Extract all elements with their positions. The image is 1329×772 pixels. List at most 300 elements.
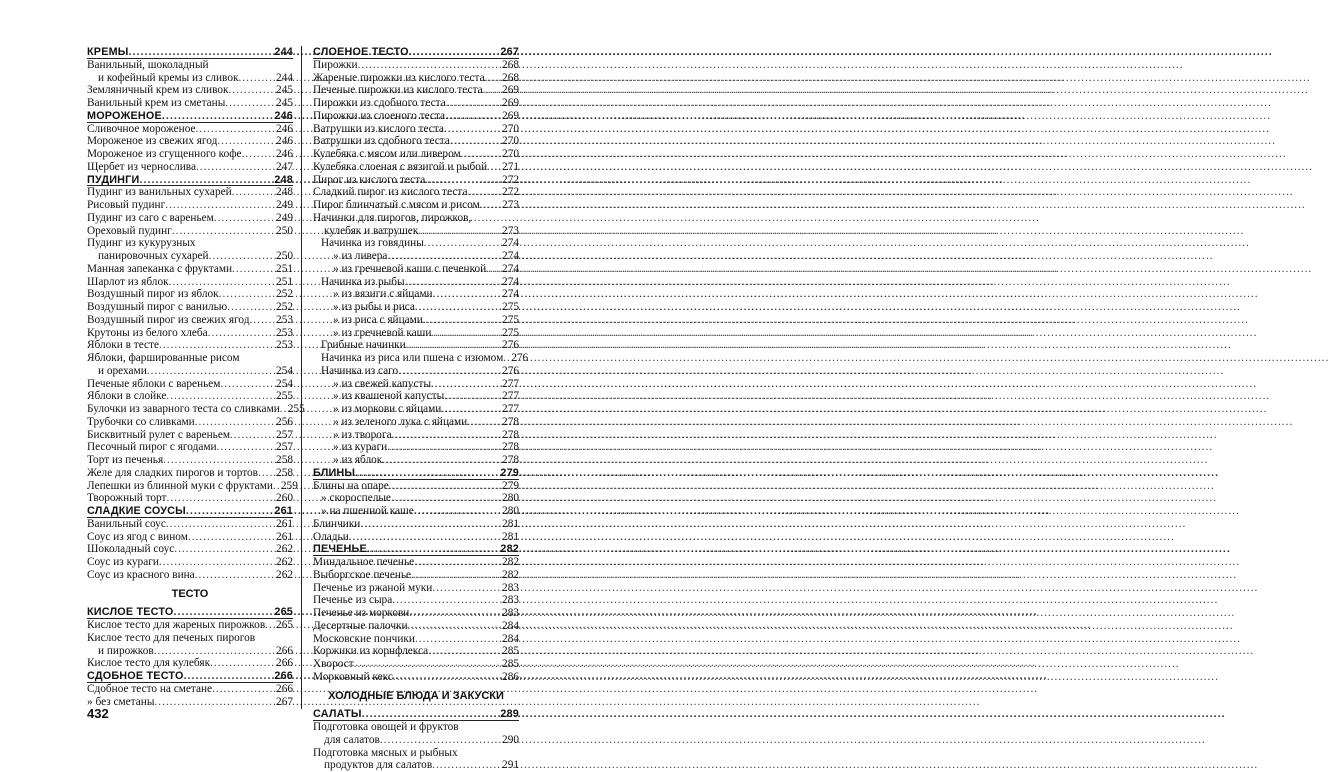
toc-page-number: 246 [276, 135, 293, 148]
toc-entry [87, 645, 293, 658]
dot-leader [242, 148, 274, 161]
toc-page-number: 277 [502, 390, 519, 403]
toc-entry-title: » из вязиги с яйцами [333, 288, 433, 301]
toc-section-heading [87, 46, 293, 59]
toc-page-number: 285 [502, 658, 519, 670]
dot-leader [225, 97, 274, 110]
toc-entry [313, 416, 519, 429]
toc-entry-title: Коржики из корнфлекса [313, 645, 429, 658]
toc-entry [87, 403, 305, 416]
toc-entry [313, 135, 519, 148]
toc-page-number: 258 [276, 454, 293, 466]
toc-page-number: 250 [276, 250, 293, 262]
toc-page-number: 254 [276, 364, 293, 377]
toc-entry [87, 327, 293, 340]
toc-entry [87, 429, 293, 442]
toc-entry [87, 479, 298, 493]
toc-entry-title: панировочных сухарей [98, 250, 209, 262]
toc-entry [313, 314, 519, 327]
toc-entry-title: Пирог блинчатый с мясом и рисом [313, 199, 480, 211]
dot-leader [418, 225, 500, 238]
toc-page-number: 279 [502, 479, 519, 492]
toc-page-number: 290 [502, 733, 519, 746]
toc-entry [313, 161, 519, 174]
toc-page-number: 282 [500, 543, 519, 556]
toc-entry [313, 454, 519, 467]
toc-page-number: 284 [502, 632, 519, 645]
dot-leader [444, 390, 500, 403]
dot-leader [391, 492, 500, 505]
dot-leader [487, 161, 500, 174]
toc-entry [313, 84, 519, 97]
dot-leader [227, 301, 274, 314]
toc-page-number: 268 [502, 71, 519, 84]
toc-page-number: 278 [502, 415, 519, 428]
dot-leader [423, 314, 500, 327]
toc-page-number: 271 [502, 160, 519, 173]
toc-entry-title: » из гречневой каши с печенкой [333, 262, 487, 275]
toc-entry-title: Лепешки из блинной муки с фруктами [87, 479, 273, 492]
toc-entry [313, 747, 519, 760]
toc-page-number: 278 [502, 441, 519, 454]
dot-leader [441, 403, 500, 416]
toc-section-heading [313, 543, 519, 556]
toc-page-number: 280 [502, 505, 519, 517]
toc-entry [313, 378, 519, 391]
toc-entry-title: Подготовка овощей и фруктов [313, 721, 459, 733]
dot-leader [446, 97, 500, 110]
toc-entry-title: Желе для сладких пирогов и тортов [87, 466, 258, 479]
toc-entry [313, 174, 519, 187]
toc-page-number: 269 [502, 97, 519, 109]
dot-leader [169, 276, 274, 289]
toc-entry [87, 441, 293, 454]
toc-entry [313, 110, 519, 123]
dot-leader [232, 186, 274, 199]
toc-page-number: 266 [276, 682, 293, 695]
toc-entry-title: » скороспелые [321, 492, 391, 505]
toc-entry-title: Пирог из кислого теста [313, 173, 426, 186]
dot-leader [445, 110, 500, 123]
dot-leader [414, 556, 500, 569]
dot-leader [367, 543, 498, 556]
toc-entry-title: Ванильный, шоколадный [87, 58, 209, 71]
toc-page-number: 257 [276, 428, 293, 441]
toc-entry-title: Кислое тесто для жареных пирожков [87, 619, 266, 631]
dot-leader [355, 467, 498, 480]
toc-entry [87, 390, 293, 403]
toc-entry-title: Яблоки в тесте [87, 339, 160, 352]
toc-page-number: 282 [502, 568, 519, 581]
toc-entry [87, 148, 293, 161]
toc-entry [313, 237, 519, 250]
dot-leader [147, 365, 274, 378]
toc-entry [313, 721, 519, 734]
dot-leader [166, 518, 274, 531]
toc-entry-title: Соус из красного вина [87, 568, 195, 581]
dot-leader [230, 429, 274, 442]
dot-leader [186, 505, 272, 518]
toc-entry-title: СДОБНОЕ ТЕСТО [87, 670, 184, 682]
toc-entry [313, 429, 519, 442]
toc-page-number: 283 [502, 607, 519, 619]
toc-entry [87, 72, 293, 85]
toc-entry-title: Печеные пирожки из кислого теста [313, 84, 483, 97]
toc-page-number: 266 [276, 644, 293, 657]
dot-leader [433, 288, 501, 301]
toc-entry [87, 288, 293, 301]
dot-leader [208, 327, 274, 340]
toc-entry-title: Яблоки в слойке [87, 390, 167, 403]
dot-leader [409, 607, 500, 620]
toc-page-number: 267 [500, 46, 519, 58]
toc-entry [313, 225, 519, 238]
toc-page-number: 274 [502, 262, 519, 275]
dot-leader [165, 199, 274, 212]
toc-entry-title: Булочки из заварного теста со сливками [87, 403, 280, 415]
toc-right-column [313, 46, 529, 772]
dot-leader [174, 606, 273, 619]
toc-entry-title: кулебяк и ватрушек [324, 224, 419, 237]
dot-leader [238, 72, 274, 85]
toc-entry [87, 531, 293, 544]
toc-entry-title: Манная запеканка с фруктами [87, 262, 233, 275]
toc-page-number: 251 [276, 262, 293, 275]
toc-page-number: 261 [276, 530, 293, 543]
toc-entry-title: и кофейный кремы из сливок [98, 71, 239, 84]
toc-entry [87, 365, 293, 378]
toc-entry-title: МОРОЖЕНОЕ [87, 109, 162, 122]
toc-entry [313, 390, 519, 403]
dot-leader [483, 84, 500, 97]
toc-page-number: 259 [280, 479, 298, 492]
toc-chapter-title [87, 588, 293, 601]
toc-entry-title: Ванильный соус [87, 517, 166, 530]
toc-entry [87, 556, 293, 569]
dot-leader [389, 480, 500, 493]
dot-leader [166, 390, 274, 403]
dot-leader [411, 569, 500, 582]
toc-entry-title: Начинки для пирогов, пирожков, [313, 211, 472, 224]
toc-entry [313, 212, 519, 225]
column-divider [301, 46, 302, 709]
toc-entry [313, 123, 519, 136]
toc-entry-title: » без сметаны [87, 695, 155, 708]
toc-entry-title: Пудинг из кукурузных [87, 237, 196, 250]
toc-page-number: 270 [502, 148, 519, 160]
toc-page-number: 284 [502, 619, 519, 632]
dot-leader [232, 263, 274, 276]
toc-page-number: 266 [276, 657, 293, 670]
toc-entry [313, 492, 519, 505]
toc-entry-title: Шарлот из яблок [87, 275, 169, 288]
toc-page-number: 254 [276, 377, 293, 390]
toc-entry [313, 250, 519, 263]
toc-entry-title: Творожный торт [87, 492, 167, 505]
toc-entry-title: Ореховый пудинг [87, 224, 172, 237]
dot-leader [486, 263, 500, 276]
toc-section-heading [87, 174, 293, 187]
dot-leader [184, 670, 273, 683]
toc-entry-title: Печенье из моркови [313, 607, 410, 619]
dot-leader [387, 441, 500, 454]
toc-entry-title: Жареные пирожки из кислого теста [313, 71, 485, 84]
toc-page-number: 249 [276, 199, 293, 211]
toc-page-number: 257 [276, 441, 293, 454]
toc-entry [87, 97, 293, 110]
dot-leader [444, 123, 500, 136]
toc-entry [313, 759, 519, 772]
dot-leader [408, 620, 500, 633]
dot-leader [217, 441, 275, 454]
toc-entry [87, 352, 293, 365]
dot-leader [432, 759, 500, 772]
toc-entry-title: Песочный пирог с ягодами [87, 441, 217, 454]
toc-entry-title: Крутоны из белого хлеба [87, 326, 208, 339]
dot-leader [219, 288, 274, 301]
toc-entry-title: Ванильный крем из сметаны [87, 97, 226, 109]
toc-entry [313, 186, 519, 199]
toc-entry-title: Соус из кураги [87, 556, 159, 568]
toc-entry [313, 263, 519, 276]
toc-page-number: 274 [502, 275, 519, 288]
dot-leader [162, 110, 273, 123]
toc-entry [87, 186, 293, 199]
toc-entry-title: Пирожки из слоеного теста [313, 109, 446, 122]
toc-entry-title: Хворост [313, 658, 354, 670]
toc-entry [313, 734, 519, 747]
toc-page-number: 275 [502, 326, 519, 339]
toc-entry [313, 339, 519, 352]
dot-leader [432, 582, 500, 595]
toc-page-number: 260 [276, 492, 293, 505]
toc-entry-title: Сливочное мороженое [87, 122, 196, 135]
toc-page-number: 274 [502, 288, 519, 301]
toc-page-number: 283 [502, 594, 519, 607]
toc-page-number: 272 [502, 173, 519, 186]
toc-entry [313, 97, 519, 110]
toc-entry-title: Сдобное тесто на сметане [87, 682, 213, 695]
dot-leader [398, 365, 500, 378]
toc-entry [87, 161, 293, 174]
toc-entry [87, 212, 293, 225]
toc-entry [313, 594, 519, 607]
dot-leader [196, 161, 274, 174]
toc-entry-title: Морковный кекс [313, 670, 393, 683]
toc-entry [313, 531, 519, 544]
toc-section-heading [87, 606, 293, 619]
toc-entry-title: ХОЛОДНЫЕ БЛЮДА И ЗАКУСКИ [328, 689, 504, 702]
toc-page-number: 246 [276, 148, 293, 160]
toc-entry [87, 696, 293, 709]
dot-leader [424, 237, 500, 250]
toc-entry-title: Кислое тесто для печеных пирогов [87, 631, 256, 644]
toc-page-number: 278 [502, 428, 519, 441]
toc-page-number: 276 [511, 352, 529, 364]
toc-entry [313, 72, 519, 85]
toc-page-number: 251 [276, 275, 293, 288]
toc-page-number: 248 [276, 186, 293, 199]
toc-page-number: 275 [502, 313, 519, 326]
toc-entry-title: Пирожки [313, 58, 358, 71]
toc-page-number: 291 [502, 759, 519, 772]
toc-page-number: 278 [502, 454, 519, 466]
toc-entry [313, 441, 519, 454]
toc-page-number: 274 [502, 250, 519, 262]
dot-leader [154, 696, 274, 709]
toc-entry-title: » из ливера [333, 250, 388, 262]
dot-leader [415, 301, 500, 314]
dot-leader [159, 556, 274, 569]
dot-leader [362, 708, 499, 721]
toc-entry-title: и орехами [98, 364, 147, 377]
toc-entry-title: Грибные начинки [321, 339, 406, 352]
toc-page-number: 272 [502, 186, 519, 199]
toc-entry-title: Пирожки из сдобного теста [313, 97, 446, 109]
toc-page-number: 256 [276, 415, 293, 428]
toc-page-number: 270 [502, 135, 519, 148]
toc-page-number: 244 [274, 46, 293, 58]
toc-page-number: 252 [276, 301, 293, 313]
toc-entry [87, 543, 293, 556]
toc-entry-title: Пудинг из ванильных сухарей [87, 186, 232, 199]
dot-leader [409, 46, 499, 59]
toc-entry-title: ПУДИНГИ [87, 173, 140, 186]
toc-entry-title: Ватрушки из сдобного теста [313, 135, 450, 148]
toc-page-number: 275 [502, 301, 519, 313]
toc-entry [87, 416, 293, 429]
toc-entry-title: Начинка из риса или пшена с изюмом [321, 352, 504, 364]
toc-section-heading [87, 110, 293, 123]
toc-entry [87, 518, 293, 531]
toc-entry-title: для салатов [324, 733, 380, 746]
dot-leader [425, 174, 500, 187]
dot-leader [154, 645, 274, 658]
toc-entry-title: Печенье из сыра [313, 594, 393, 607]
toc-entry-title: » на пшенной каше [321, 505, 414, 517]
toc-page-number: 262 [276, 568, 293, 581]
toc-section-heading [313, 708, 519, 721]
toc-page-number: 281 [502, 530, 519, 543]
toc-entry [87, 301, 293, 314]
toc-entry-title: КИСЛОЕ ТЕСТО [87, 606, 174, 619]
toc-entry [87, 619, 293, 632]
toc-page-number: 266 [274, 670, 293, 682]
toc-entry [313, 505, 519, 518]
toc-entry-title: » из свежей капусты [333, 377, 432, 390]
dot-leader [349, 531, 500, 544]
toc-entry-title: Воздушный пирог из яблок [87, 288, 219, 301]
toc-page-number: 286 [502, 670, 519, 683]
toc-page-number: 273 [502, 199, 519, 211]
dot-leader [214, 212, 274, 225]
toc-entry-title: » из рыбы и риса [333, 301, 415, 313]
dot-leader [360, 518, 500, 531]
dot-leader [209, 250, 274, 263]
toc-entry-title: » из риса с яйцами [333, 313, 423, 326]
toc-entry [87, 225, 293, 238]
toc-entry-title: Начинка из говядины [321, 237, 424, 250]
toc-page-number: 253 [276, 339, 293, 352]
toc-entry [87, 339, 293, 352]
toc-entry-title: Щербет из чернослива [87, 160, 196, 173]
toc-page-number: 268 [502, 58, 519, 71]
toc-page-number: 269 [502, 84, 519, 97]
toc-entry-title: » из творога [333, 428, 392, 441]
toc-entry-title: Мороженое из сгущенного кофе [87, 148, 242, 160]
dot-leader [392, 594, 500, 607]
dot-leader [485, 72, 500, 85]
toc-entry-title: КРЕМЫ [87, 46, 129, 58]
toc-entry-title: Яблоки, фаршированные рисом [87, 352, 240, 364]
toc-page-number: 282 [502, 556, 519, 568]
toc-page-number: 289 [500, 708, 519, 721]
toc-left-column [87, 46, 305, 708]
toc-page-number: 249 [276, 211, 293, 224]
toc-page-number: 267 [276, 695, 293, 708]
dot-leader [405, 276, 500, 289]
toc-entry-title: Миндальное печенье [313, 556, 415, 568]
toc-entry [313, 569, 519, 582]
toc-page-number: 265 [276, 619, 293, 631]
toc-entry-title: Воздушный пирог с ванилью [87, 301, 228, 313]
toc-entry-title: Блинчики [313, 517, 361, 530]
toc-page-number: 252 [276, 288, 293, 301]
toc-entry-title: » из квашеной капусты [333, 390, 445, 403]
toc-entry [313, 607, 519, 620]
toc-section-heading [313, 46, 519, 59]
toc-entry-title: Кислое тесто для кулебяк [87, 657, 211, 670]
toc-section-heading [87, 670, 293, 683]
toc-entry-title: Начинка из саго [321, 364, 399, 377]
toc-page-number: 261 [274, 505, 293, 517]
toc-page-number: 247 [276, 160, 293, 173]
dot-leader [380, 734, 500, 747]
toc-entry-title: Пудинг из саго с вареньем [87, 211, 214, 224]
toc-entry [313, 518, 519, 531]
toc-entry-title: Бисквитный рулет с вареньем [87, 428, 230, 441]
toc-entry-title: БЛИНЫ [313, 466, 356, 479]
dot-leader [461, 148, 500, 161]
toc-entry [87, 237, 293, 250]
toc-entry [87, 454, 293, 467]
toc-page-number: 246 [274, 109, 293, 122]
toc-entry-title: Московские пончики [313, 632, 415, 645]
toc-page-number: 250 [276, 224, 293, 237]
toc-entry [87, 569, 293, 582]
toc-section-heading [87, 505, 293, 518]
toc-entry [87, 250, 293, 263]
toc-page-number: 265 [274, 606, 293, 619]
toc-entry-title: Земляничный крем из сливок [87, 84, 229, 97]
toc-page-number: 281 [502, 517, 519, 530]
dot-leader [415, 633, 500, 646]
toc-entry-title: продуктов для салатов [324, 759, 433, 772]
toc-page-number: 280 [502, 492, 519, 505]
toc-entry [87, 378, 293, 391]
toc-page-number: 253 [276, 326, 293, 339]
toc-page-number: 255 [276, 390, 293, 403]
dot-leader [480, 199, 500, 212]
toc-page-number: 269 [502, 109, 519, 122]
dot-leader [265, 619, 274, 632]
toc-entry-title: Печеные яблоки с вареньем [87, 377, 221, 390]
toc-entry-title: Оладьи [313, 530, 349, 543]
toc-entry [313, 582, 519, 595]
toc-entry [87, 314, 293, 327]
toc-entry [313, 620, 519, 633]
toc-entry-title: СЛОЕНОЕ ТЕСТО [313, 46, 409, 58]
